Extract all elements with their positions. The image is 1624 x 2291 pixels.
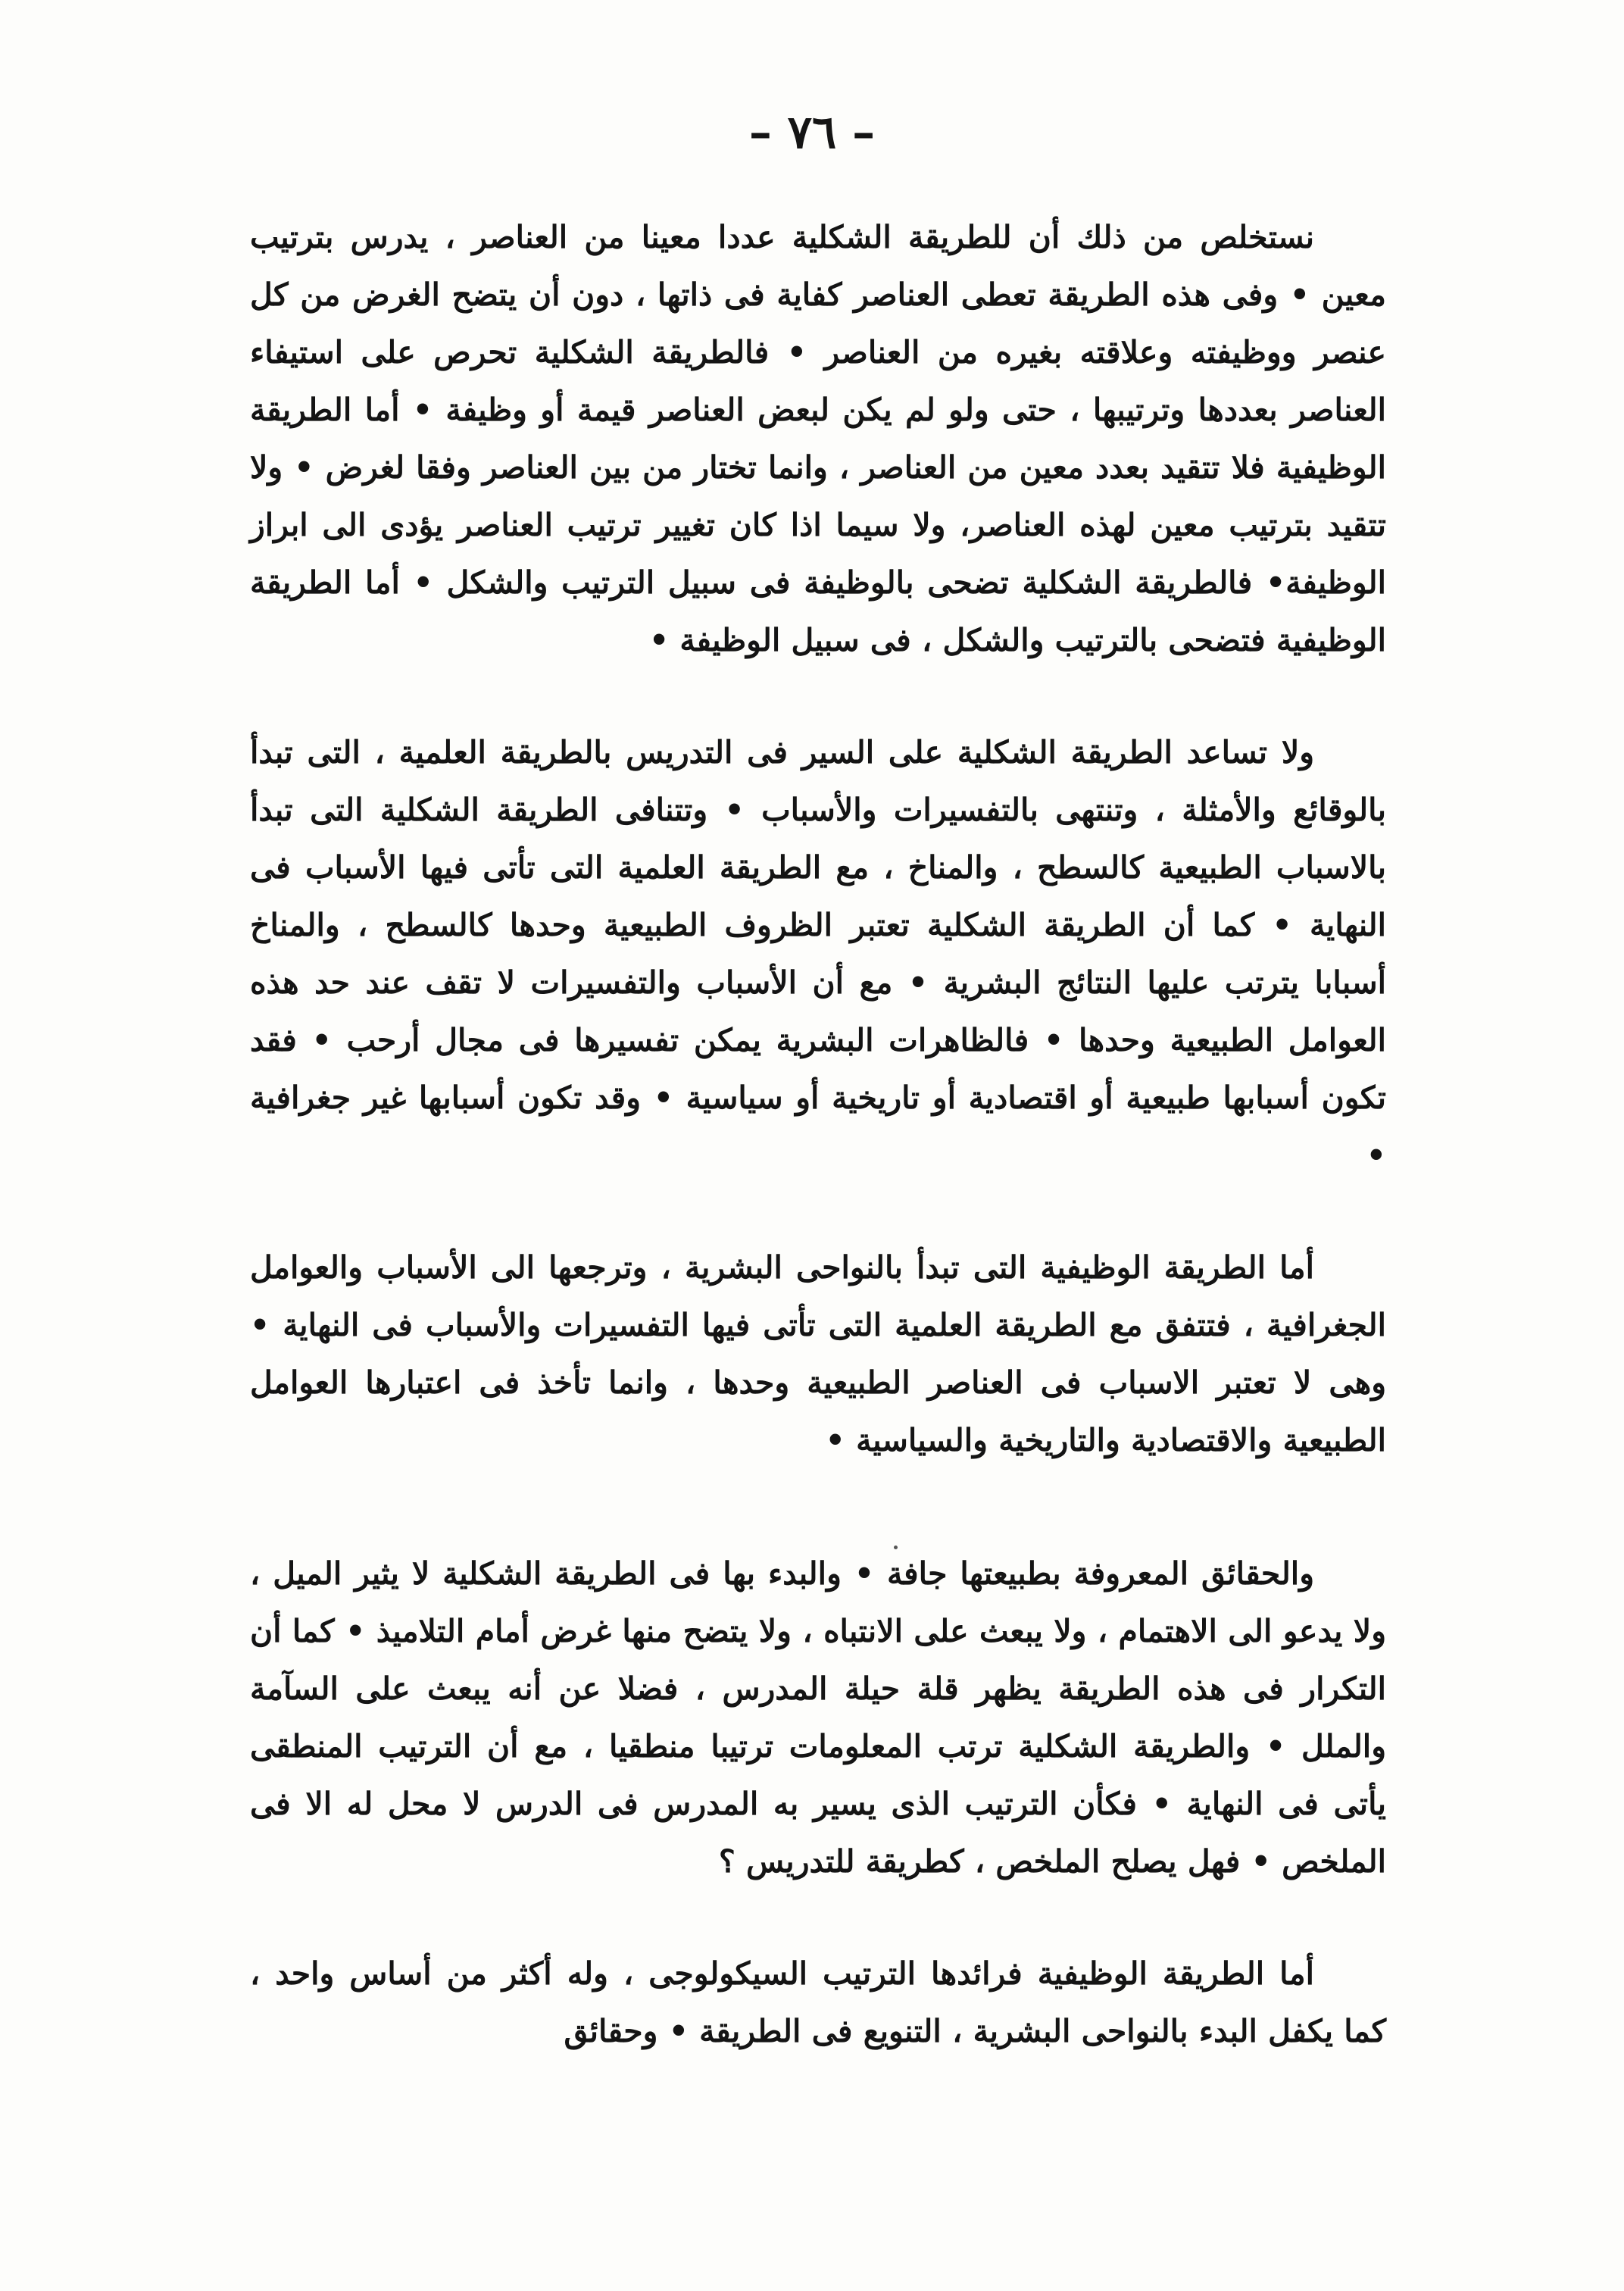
- paragraph-4-emphasis: لا يثير الميل ، ولا يدعو الى الاهتمام ، ولا يبعث على الانتباه ، ولا يتضح منها غرض أمام التلاميذ: [250, 1555, 1386, 1649]
- paragraph-4-text-start: والحقائق المعروفة بطبيعتها جافة • والبدء بها فى الطريقة الشكلية: [429, 1555, 1314, 1592]
- page-body: [250, 208, 1386, 2060]
- paragraph-2-text: ولا تساعد الطريقة الشكلية على السير فى التدريس بالطريقة العلمية ، التى تبدأ بالوقائع والأمثلة ، وتنتهى بالتفسيرات والأسباب • وتتنافى الطريقة الشكلية التى تبدأ بالاسباب الطبيعية كالسطح ، والمناخ ، مع الطريقة العلمية التى تأتى فيها الأسباب فى النهاية • كما أن الطريقة الشكلية تعتبر الظروف الطبيعية وحدها كالسطح ، والمناخ أسبابا يترتب عليها النتائج البشرية • مع أن الأسباب والتفسيرات لا تقف عند حد هذه العوامل الطبيعية وحدها • فالظاهرات البشرية يمكن تفسيرها فى مجال أرحب • فقد تكون أسبابها طبيعية أو اقتصادية أو تاريخية أو سياسية • وقد تكون أسبابها غير جغرافية •: [250, 734, 1386, 1174]
- paragraph-4-text-end: • كما أن التكرار فى هذه الطريقة يظهر قلة حيلة المدرس ، فضلا عن أنه يبعث على السآمة والملل • والطريقة الشكلية ترتب المعلومات ترتيبا منطقيا ، مع أن الترتيب المنطقى يأتى فى النهاية • فكأن الترتيب الذى يسير به المدرس فى الدرس لا محل له الا فى الملخص • فهل يصلح الملخص ، كطريقة للتدريس ؟: [250, 1613, 1386, 1880]
- paragraph-3-text: أما الطريقة الوظيفية التى تبدأ بالنواحى البشرية ، وترجعها الى الأسباب والعوامل الجغرافية ، فتتفق مع الطريقة العلمية التى تأتى فيها التفسيرات والأسباب فى النهاية • وهى لا تعتبر الاسباب فى العناصر الطبيعية وحدها ، وانما تأخذ فى اعتبارها العوامل الطبيعية والاقتصادية والتاريخية والسياسية •: [250, 1249, 1386, 1458]
- paragraph-1: [250, 208, 1386, 669]
- paragraph-2: [250, 724, 1386, 1184]
- paragraph-3: [250, 1239, 1386, 1469]
- paragraph-4: [250, 1545, 1386, 1890]
- paragraph-5-text: أما الطريقة الوظيفية فرائدها الترتيب السيكولوجى ، وله أكثر من أساس واحد ، كما يكفل البدء بالنواحى البشرية ، التنويع فى الطريقة • وحقائق: [250, 1955, 1386, 2049]
- scan-speck: [894, 1546, 898, 1549]
- paragraph-1-text: نستخلص من ذلك أن للطريقة الشكلية عددا معينا من العناصر ، يدرس بترتيب معين • وفى هذه الطريقة تعطى العناصر كفاية فى ذاتها ، دون أن يتضح الغرض من كل عنصر ووظيفته وعلاقته بغيره من العناصر • فالطريقة الشكلية تحرص على استيفاء العناصر بعددها وترتيبها ، حتى ولو لم يكن لبعض العناصر قيمة أو وظيفة • أما الطريقة الوظيفية فلا تتقيد بعدد معين من العناصر ، وانما تختار من بين العناصر وفقا لغرض • ولا تتقيد بترتيب معين لهذه العناصر، ولا سيما اذا كان تغيير ترتيب العناصر يؤدى الى ابراز الوظيفة• فالطريقة الشكلية تضحى بالوظيفة فى سبيل الترتيب والشكل • أما الطريقة الوظيفية فتضحى بالترتيب والشكل ، فى سبيل الوظيفة •: [250, 219, 1386, 658]
- paragraph-5: [250, 1945, 1386, 2060]
- page-number: – ٧٦ –: [748, 106, 876, 159]
